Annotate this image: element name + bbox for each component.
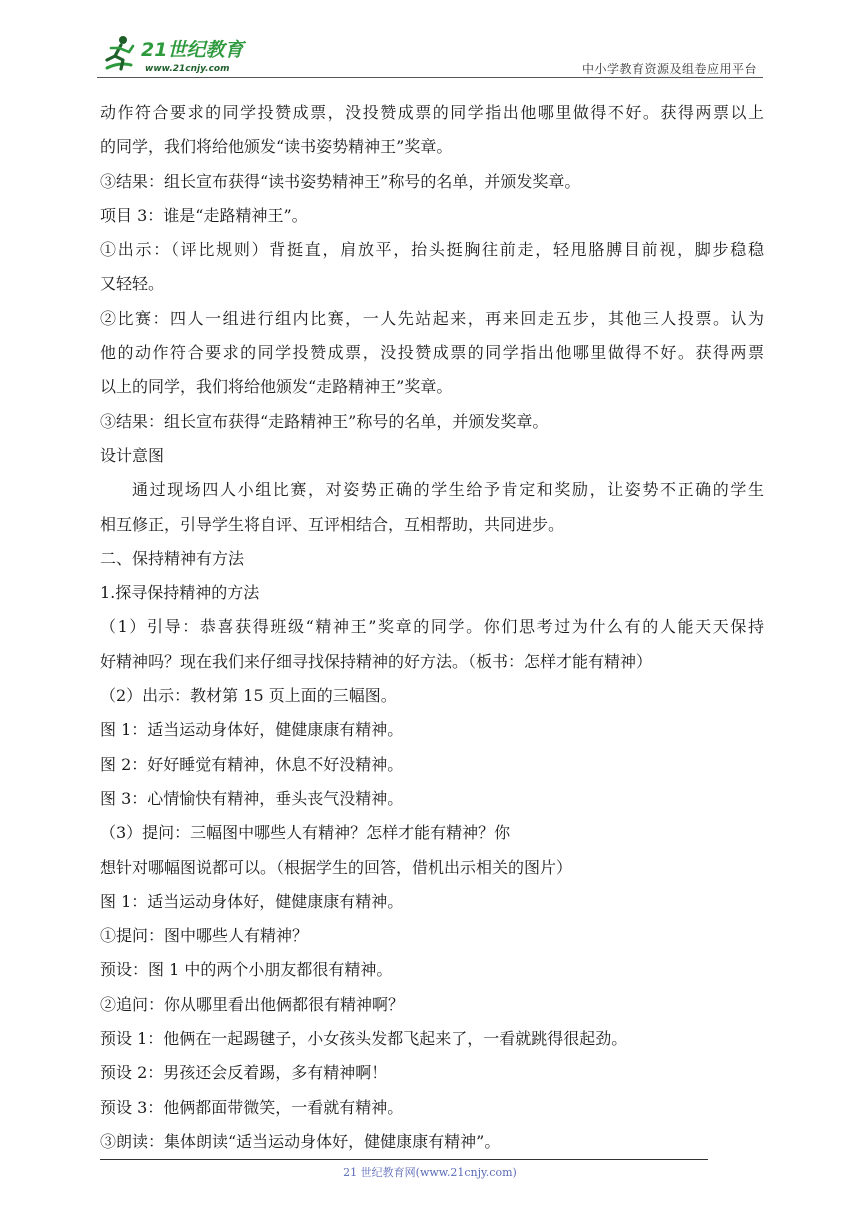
body-line: （3）提问：三幅图中哪些人有精神？怎样才能有精神？你 (100, 823, 511, 843)
body-line: 又轻轻。 (100, 274, 165, 294)
body-line: 图 3：心情愉快有精神，垂头丧气没精神。 (100, 788, 404, 808)
body-line: 图 2：好好睡觉有精神，休息不好没精神。 (100, 754, 404, 774)
body-line: 预设：图 1 中的两个小朋友都很有精神。 (100, 960, 393, 980)
runner-icon (107, 36, 133, 69)
body-line: 图 1：适当运动身体好，健健康康有精神。 (100, 720, 404, 740)
body-line: ③朗读：集体朗读“适当运动身体好，健健康康有精神”。 (100, 1131, 501, 1151)
body-line: 预设 2：男孩还会反着踢，多有精神啊！ (100, 1063, 388, 1083)
body-line: 的同学，我们将给他颁发“读书姿势精神王”奖章。 (100, 137, 453, 157)
footer-source: 21 世纪教育网(www.21cnjy.com) (343, 1166, 517, 1179)
body-line: ③结果：组长宣布获得“走路精神王”称号的名单，并颁发奖章。 (100, 411, 549, 431)
site-logo (97, 32, 267, 76)
body-line: ②比赛：四人一组进行组内比赛，一人先站起来，再来回走五步，其他三人投票。认为 (100, 308, 764, 328)
body-line: 动作符合要求的同学投赞成票，没投赞成票的同学指出他哪里做得不好。获得两票以上 (100, 103, 764, 122)
body-line: ①提问：图中哪些人有精神？ (100, 926, 309, 946)
body-line: 通过现场四人小组比赛，对姿势正确的学生给予肯定和奖励，让姿势不正确的学生 (132, 480, 764, 500)
logo-url: www.21cnjy.com (145, 64, 230, 74)
body-line: ③结果：组长宣布获得“读书姿势精神王”称号的名单，并颁发奖章。 (100, 171, 581, 191)
document-body (100, 96, 764, 1159)
section-heading: 二、保持精神有方法 (100, 548, 245, 568)
body-line: 图 1：适当运动身体好，健健康康有精神。 (100, 891, 404, 911)
section-subheading: 项目 3：谁是“走路精神王”。 (100, 205, 308, 225)
footer-divider (100, 1159, 708, 1160)
body-line: 好精神吗？现在我们来仔细寻找保持精神的好方法。（板书：怎样才能有精神） (100, 651, 653, 671)
body-line: 以上的同学，我们将给他颁发“走路精神王”奖章。 (100, 377, 453, 397)
body-line: （1）引导：恭喜获得班级“精神王”奖章的同学。你们思考过为什么有的人能天天保持 (100, 617, 764, 637)
section-subheading: 1.探寻保持精神的方法 (100, 583, 260, 603)
body-line: 想针对哪幅图说都可以。（根据学生的回答，借机出示相关的图片） (100, 857, 573, 877)
logo-title: 21世纪教育 (141, 39, 244, 61)
body-line: ①出示：（评比规则）背挺直，肩放平，抬头挺胸往前走，轻甩胳膊目前视，脚步稳稳 (100, 240, 764, 260)
body-line: ②追问：你从哪里看出他俩都很有精神啊？ (100, 994, 405, 1014)
page-header (97, 32, 763, 78)
body-line: 预设 1：他俩在一起踢毽子，小女孩头发都飞起来了，一看就跳得很起劲。 (100, 1029, 628, 1049)
body-line: （2）出示：教材第 15 页上面的三幅图。 (100, 686, 397, 706)
header-divider (97, 77, 763, 78)
body-line: 预设 3：他俩都面带微笑，一看就有精神。 (100, 1097, 404, 1117)
design-intent-heading: 设计意图 (100, 445, 165, 465)
header-tagline: 中小学教育资源及组卷应用平台 (581, 62, 757, 76)
body-line: 他的动作符合要求的同学投赞成票，没投赞成票的同学指出他哪里做得不好。获得两票 (100, 343, 764, 363)
body-line: 相互修正，引导学生将自评、互评相结合，互相帮助，共同进步。 (100, 514, 565, 534)
